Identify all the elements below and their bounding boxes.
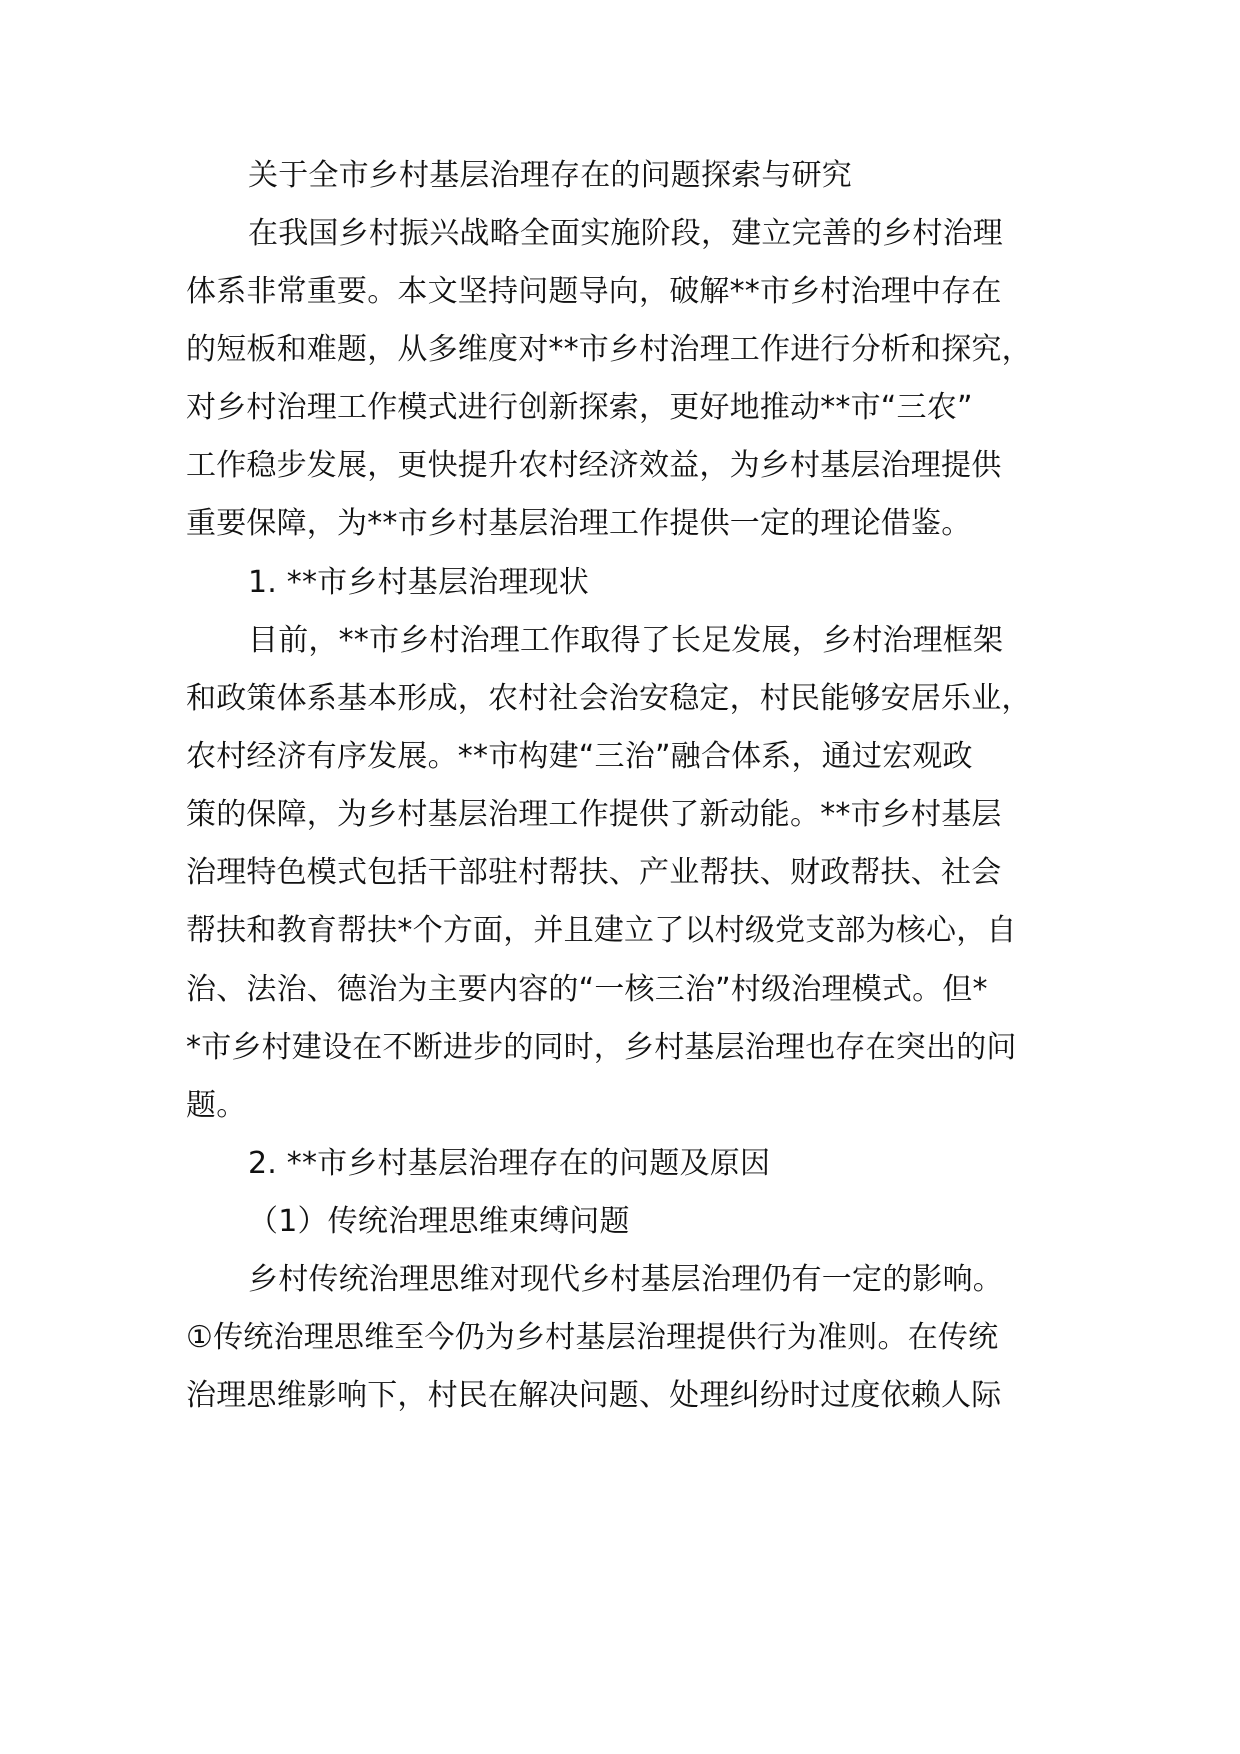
paragraph-line: 策的保障，为乡村基层治理工作提供了新动能。**市乡村基层 (186, 797, 1002, 832)
section-heading-2: 2. **市乡村基层治理存在的问题及原因 (248, 1146, 771, 1181)
paragraph-line: 治理特色模式包括干部驻村帮扶、产业帮扶、财政帮扶、社会 (186, 855, 1002, 890)
paragraph-line: 和政策体系基本形成，农村社会治安稳定，村民能够安居乐业， (186, 681, 1032, 716)
section-heading-1: 1. **市乡村基层治理现状 (248, 565, 589, 600)
paragraph-line: 的短板和难题，从多维度对**市乡村治理工作进行分析和探究， (186, 332, 1032, 367)
paragraph-line: 对乡村治理工作模式进行创新探索，更好地推动**市“三农” (186, 390, 973, 425)
paragraph-line: 治理思维影响下，村民在解决问题、处理纠纷时过度依赖人际 (186, 1378, 1002, 1413)
subsection-heading-1: （1）传统治理思维束缚问题 (248, 1204, 630, 1239)
paragraph-line: 题。 (186, 1088, 247, 1123)
paragraph-line: 乡村传统治理思维对现代乡村基层治理仍有一定的影响。 (248, 1262, 1003, 1297)
paragraph-line: 在我国乡村振兴战略全面实施阶段，建立完善的乡村治理 (248, 216, 1003, 251)
paragraph-line: 治、法治、德治为主要内容的“一核三治”村级治理模式。但* (186, 972, 988, 1007)
paragraph-line: *市乡村建设在不断进步的同时，乡村基层治理也存在突出的问 (186, 1030, 1017, 1065)
paragraph-line: 体系非常重要。本文坚持问题导向，破解**市乡村治理中存在 (186, 274, 1002, 309)
paragraph-line: ①传统治理思维至今仍为乡村基层治理提供行为准则。在传统 (186, 1320, 999, 1355)
paragraph-line: 农村经济有序发展。**市构建“三治”融合体系，通过宏观政 (186, 739, 973, 774)
paragraph-line: 帮扶和教育帮扶*个方面，并且建立了以村级党支部为核心，自 (186, 913, 1017, 948)
document-title: 关于全市乡村基层治理存在的问题探索与研究 (248, 158, 852, 193)
paragraph-line: 工作稳步发展，更快提升农村经济效益，为乡村基层治理提供 (186, 448, 1002, 483)
paragraph-line: 目前，**市乡村治理工作取得了长足发展，乡村治理框架 (248, 623, 1004, 658)
paragraph-line: 重要保障，为**市乡村基层治理工作提供一定的理论借鉴。 (186, 506, 972, 541)
